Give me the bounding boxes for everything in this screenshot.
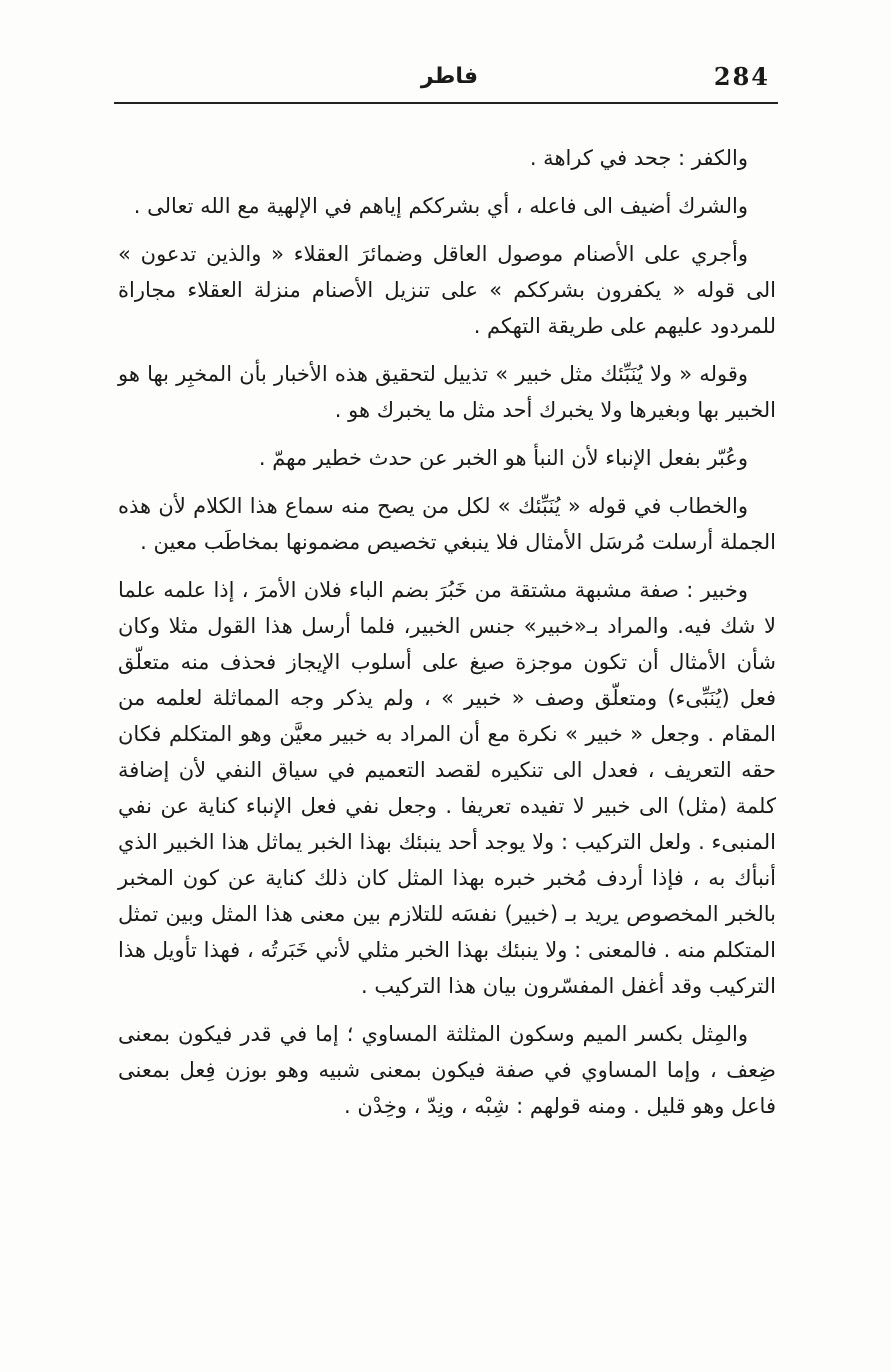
paragraph: وقوله « ولا يُنَبِّئك مثل خبير » تذييل لتحقيق هذه الأخبار بأن المخبِر بها هو الخبير بها وبغيرها ولا يخبرك أحد مثل ما يخبرك هو . [118,362,776,422]
page-header [114,60,778,104]
paragraph: والخطاب في قوله « يُنَبِّئك » لكل من يصح منه سماع هذا الكلام لأن هذه الجملة أرسلت مُرسَل الأمثال فلا ينبغي تخصيص مضمونها بمخاطَب معين . [118,494,776,554]
paragraph: والمِثل بكسر الميم وسكون المثلثة المساوي ؛ إما في قدر فيكون بمعنى ضِعف ، وإما المساوي في صفة فيكون بمعنى شبيه وهو بوزن فِعل بمعنى فاعل وهو قليل . ومنه قولهم : شِبْه ، ونِدّ ، وخِدْن . [118,1022,776,1118]
paragraph: وعُبّر بفعل الإنباء لأن النبأ هو الخبر عن حدث خطير مهمّ . [258,446,748,470]
paragraph: وأجري على الأصنام موصول العاقل وضمائرَ العقلاء « والذين تدعون » الى قوله « يكفرون بشرككم » على تنزيل الأصنام منزلة العقلاء مجاراة للمردود عليهم على طريقة التهكم . [118,242,776,338]
page-body [118,140,776,1136]
running-title: فاطر [420,64,478,89]
paragraph: والشرك أضيف الى فاعله ، أي بشرككم إياهم في الإلهية مع الله تعالى . [133,194,748,218]
page-number: 284 [713,62,770,91]
paragraph: والكفر : جحد في كراهة . [529,146,748,170]
paragraph: وخبير : صفة مشبهة مشتقة من خَبُرَ بضم الباء فلان الأمرَ ، إذا علمه علما لا شك فيه. والمراد بـ«خبير» جنس الخبير، فلما أرسل هذا القول مثلا وكان شأن الأمثال أن تكون موجزة صيغ على أسلوب الإيجاز فحذف منه متعلّق فعل (يُنَبِّىء) ومتعلّق وصف « خبير » ، ولم يذكر وجه المماثلة لعلمه من المقام . وجعل « خبير » نكرة مع أن المراد به خبير معيَّن وهو المتكلم فكان حقه التعريف ، فعدل الى تنكيره لقصد التعميم في سياق النفي لأن إضافة كلمة (مثل) الى خبير لا تفيده تعريفا . وجعل نفي فعل الإنباء كناية عن نفي المنبىء . ولعل التركيب : ولا يوجد أحد ينبئك بهذا الخبر يماثل هذا الخبير الذي أنبأك به ، فإذا أردف مُخبر خبره بهذا المثل كان ذلك كناية عن كون المخبر بالخبر المخصوص يريد بـ (خبير) نفسَه للتلازم بين معنى هذا المثل وبين تمثل المتكلم منه . فالمعنى : ولا ينبئك بهذا الخبر مثلي لأني خَبَرتُه ، فهذا تأويل هذا التركيب وقد أغفل المفسّرون بيان هذا التركيب . [118,578,776,998]
header-divider [114,102,778,104]
